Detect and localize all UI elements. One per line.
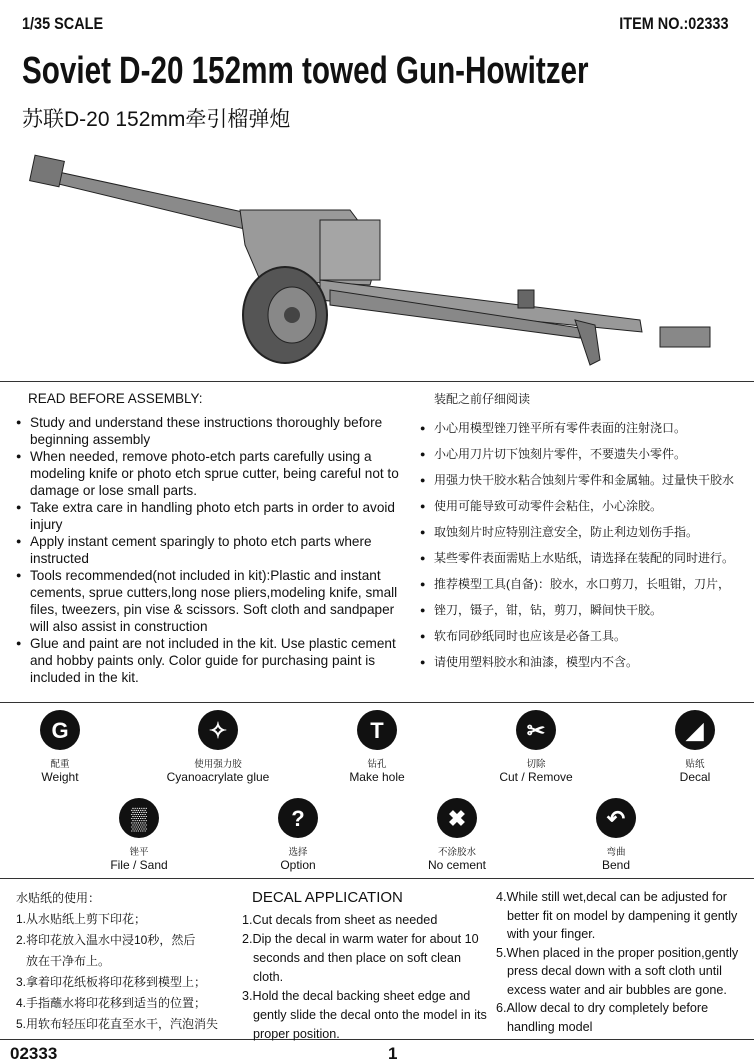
legend-no-cement (392, 798, 522, 872)
legend-label-en: Cyanoacrylate glue (166, 770, 270, 784)
instruction-item: ● Take extra care in handling photo etch parts in order to avoid injury (16, 499, 416, 533)
legend-bend (551, 798, 681, 872)
legend-label-cn: 选择 (288, 847, 308, 858)
legend-label-cn: 不涂胶水 (437, 847, 476, 858)
decal-step: 4.While still wet,decal can be adjusted for (496, 890, 728, 904)
decal-step: seconds and then place on soft clean cloth. (253, 951, 461, 984)
instruction-item-cn: ● 软布同砂纸同时也应该是必备工具。 (420, 623, 750, 649)
instruction-item-cn (420, 597, 750, 623)
item-number: ITEM NO.:02333 (618, 14, 728, 33)
legend-label-cn: 切除 (526, 759, 546, 770)
legend-cut (471, 710, 601, 784)
legend-label-en: Bend (601, 858, 631, 872)
legend-label-en: No cement (427, 858, 487, 872)
instruction-item-cn: ● 小心用模型锉刀锉平所有零件表面的注射浇口。 (420, 415, 750, 441)
decal-step: 1.Cut decals from sheet as needed (242, 913, 438, 927)
instruction-item: ● Study and understand these instructions thoroughly before beginning assembly (16, 414, 416, 448)
legend-weight (0, 710, 125, 784)
bend-icon: ↶ (596, 798, 636, 838)
symbol-legend (0, 704, 754, 874)
instruction-item-cn (420, 493, 750, 519)
decal-icon: ◢ (675, 710, 715, 750)
decal-step: 5.When placed in the proper position,gently (496, 945, 739, 960)
legend-label-en: Make hole (349, 770, 405, 784)
decal-step-cn: 放在干净布上。 (26, 954, 111, 968)
legend-label-en: Weight (41, 770, 79, 784)
instructions-cn (420, 390, 750, 675)
weight-icon: G (40, 710, 80, 750)
instruction-item: ● Glue and paint are not included in the kit. Use plastic cement and hobby paints only. Color guide for purchasing paint is included in the kit. (16, 635, 416, 686)
decal-heading-en: DECAL APPLICATION (252, 889, 403, 906)
read-heading-en: READ BEFORE ASSEMBLY: (28, 391, 203, 406)
instruction-item-cn-cont: 锉刀，镊子，钳，钻，剪刀，瞬间快干胶。 (434, 603, 663, 617)
decal-step: 6.Allow decal to dry completely before (496, 1001, 709, 1015)
glue-icon: ✧ (198, 710, 238, 750)
legend-label-en: Decal (679, 770, 711, 784)
no-cement-icon: ✖ (437, 798, 477, 838)
legend-label-cn: 配重 (50, 759, 70, 770)
decal-heading-cn: 水贴纸的使用： (16, 891, 101, 905)
option-icon: ? (278, 798, 318, 838)
legend-label-en: Option (280, 858, 316, 872)
file-icon: ▒ (119, 798, 159, 838)
instruction-item: ● When needed, remove photo-etch parts carefully using a modeling knife or photo etch sprue cutter, being careful not to damage or lose small parts. (16, 448, 416, 499)
drill-icon: T (357, 710, 397, 750)
footer-code: 02333 (10, 1044, 58, 1063)
instruction-item: ● Apply instant cement sparingly to photo etch parts where instructed (16, 533, 416, 567)
instructions-en (16, 390, 416, 686)
legend-label-cn: 使用强力胶 (194, 759, 242, 770)
instruction-item-cn: ● 某些零件表面需贴上水贴纸，请选择在装配的同时进行。 (420, 545, 750, 571)
legend-drill (312, 710, 442, 784)
instruction-item-cn: ● 小心用刀片切下蚀刻片零件，不要遗失小零件。 (420, 441, 750, 467)
decal-step: handling model (507, 1019, 593, 1034)
page-number: 1 (388, 1044, 398, 1063)
decal-step: gently slide the decal onto the model in its (253, 1008, 487, 1022)
page-title: Soviet D-20 152mm towed Gun-Howitzer (22, 50, 589, 92)
instruction-item-cn-cont: 使用可能导致可动零件会粘住，小心涂胶。 (434, 499, 663, 513)
legend-label-cn: 贴纸 (685, 759, 705, 770)
legend-decal (630, 710, 754, 784)
decal-step-cn: 1.从水贴纸上剪下印花； (16, 912, 147, 926)
howitzer-illustration (20, 150, 720, 380)
decal-step: 3.Hold the decal backing sheet edge and (242, 989, 471, 1003)
read-heading-cn: 装配之前仔细阅读 (434, 392, 531, 406)
instruction-item-cn: ● 用强力快干胶水粘合蚀刻片零件和金属轴。过量快干胶水 (420, 467, 750, 493)
decal-step-cn: 5.用软布轻压印花直至水干，汽泡消失 (16, 1017, 219, 1031)
instruction-item-cn: ● 推荐模型工具(自备)：胶水，水口剪刀，长咀钳，刀片， (420, 571, 750, 597)
legend-label-cn: 锉平 (129, 847, 149, 858)
decal-step: excess water and air bubbles are gone. (507, 982, 727, 997)
page-subtitle: 苏联D-20 152mm牵引榴弹炮 (22, 108, 291, 131)
instruction-item-cn: ● 请使用塑料胶水和油漆，模型内不含。 (420, 649, 750, 675)
legend-label-cn: 弯曲 (606, 847, 626, 858)
instruction-item-cn: ● 取蚀刻片时应特别注意安全，防止利边划伤手指。 (420, 519, 750, 545)
decal-instructions-en-b (496, 888, 746, 1036)
decal-instructions-en-a (242, 888, 494, 1044)
legend-file (74, 798, 204, 872)
scale-label: 1/35 SCALE (22, 14, 104, 33)
decal-step: proper position. (253, 1027, 340, 1041)
legend-glue (153, 710, 283, 784)
legend-label-en: Cut / Remove (499, 770, 573, 784)
decal-step: 2.Dip the decal in warm water for about 10 (242, 932, 479, 946)
legend-label-en: File / Sand (110, 858, 168, 872)
decal-step: better fit on model by dampening it gently (507, 908, 738, 923)
cut-icon: ✂ (516, 710, 556, 750)
decal-step: press decal down with a soft cloth until (507, 964, 722, 978)
decal-step-cn: 3.拿着印花纸板将印花移到模型上； (16, 975, 207, 989)
decal-step-cn: 2.将印花放入温水中浸10秒，然后 (16, 933, 196, 947)
legend-label-cn: 钻孔 (367, 759, 387, 770)
decal-instructions-cn (16, 888, 241, 1035)
legend-option (233, 798, 363, 872)
instruction-item: ● Tools recommended(not included in kit):Plastic and instant cements, sprue cutters,long nose pliers,modeling knife, small files, tweezers, pin vise & scissors. Soft cloth and sandpaper will also assist in construction (16, 567, 416, 635)
decal-step-cn: 4.手指蘸水将印花移到适当的位置； (16, 996, 207, 1010)
decal-step: with your finger. (507, 927, 596, 941)
